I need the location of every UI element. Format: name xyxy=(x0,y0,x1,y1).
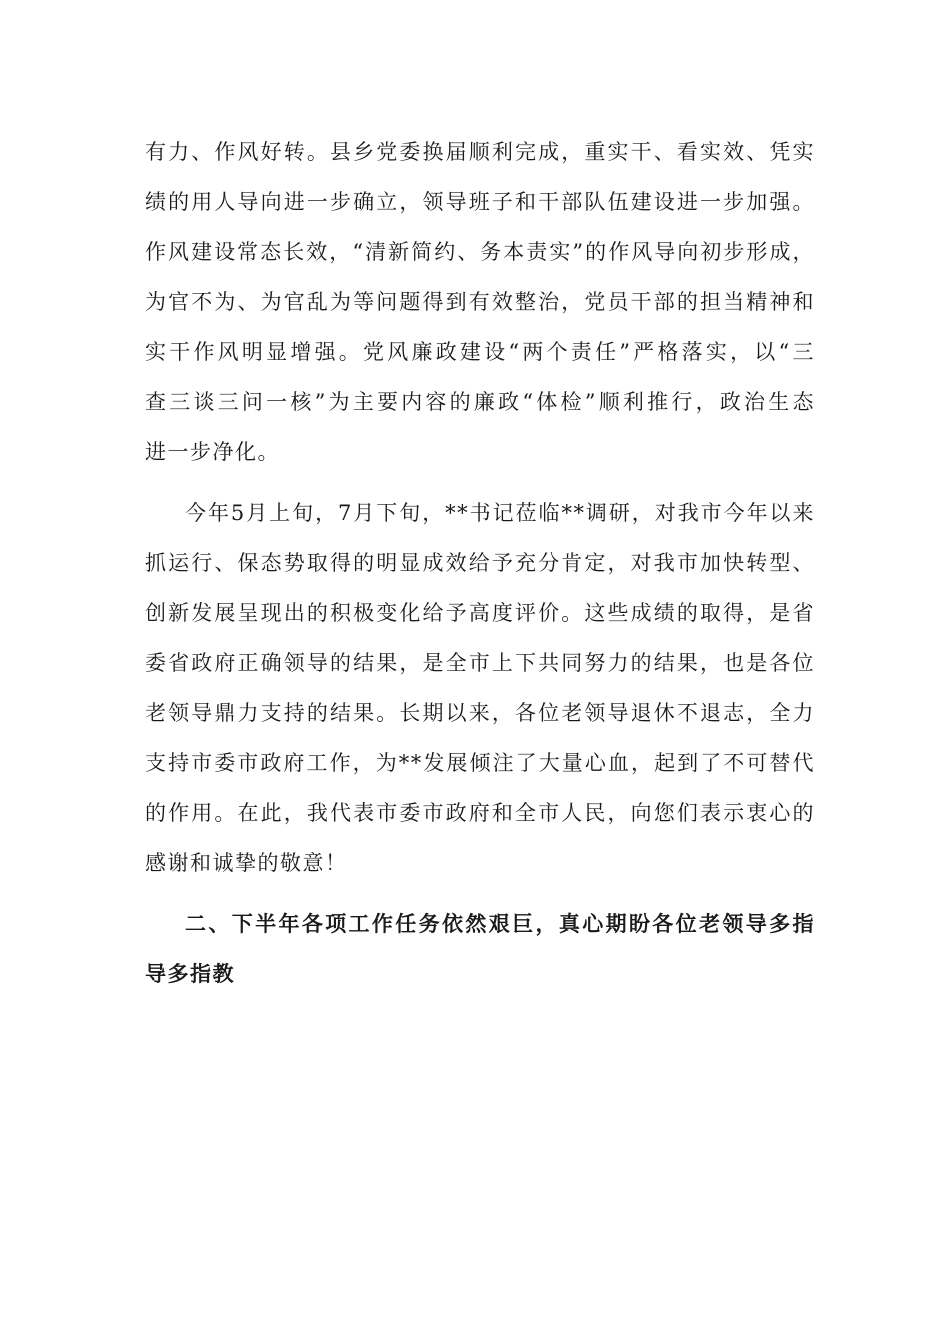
paragraph-line: 查三谈三问一核”为主要内容的廉政“体检”顺利推行，政治生态 xyxy=(145,390,815,414)
body-paragraph xyxy=(145,127,815,477)
heading-line: 导多指教 xyxy=(145,961,235,986)
paragraph-line: 的作用。在此，我代表市委市政府和全市人民，向您们表示衷心的 xyxy=(145,801,815,825)
paragraph-line: 今年5月上旬，7月下旬，**书记莅临**调研，对我市今年以来 xyxy=(185,501,815,525)
paragraph-line: 有力、作风好转。县乡党委换届顺利完成，重实干、看实效、凭实 xyxy=(145,140,815,164)
paragraph-line: 感谢和诚挚的敬意！ xyxy=(145,851,348,875)
body-paragraph xyxy=(145,488,815,888)
paragraph-line: 创新发展呈现出的积极变化给予高度评价。这些成绩的取得，是省 xyxy=(145,601,815,625)
paragraph-line: 绩的用人导向进一步确立，领导班子和干部队伍建设进一步加强。 xyxy=(145,190,815,214)
section-heading xyxy=(145,899,815,999)
paragraph-line: 委省政府正确领导的结果，是全市上下共同努力的结果，也是各位 xyxy=(145,651,815,675)
paragraph-line: 为官不为、为官乱为等问题得到有效整治，党员干部的担当精神和 xyxy=(145,290,815,314)
paragraph-line: 实干作风明显增强。党风廉政建设“两个责任”严格落实，以“三 xyxy=(145,340,815,364)
paragraph-line: 进一步净化。 xyxy=(145,440,280,464)
paragraph-line: 作风建设常态长效，“清新简约、务本责实”的作风导向初步形成， xyxy=(145,240,815,264)
paragraph-line: 支持市委市政府工作，为**发展倾注了大量心血，起到了不可替代 xyxy=(145,751,815,775)
heading-line: 二、下半年各项工作任务依然艰巨，真心期盼各位老领导多指 xyxy=(185,911,815,936)
paragraph-line: 老领导鼎力支持的结果。长期以来，各位老领导退休不退志，全力 xyxy=(145,701,815,725)
paragraph-line: 抓运行、保态势取得的明显成效给予充分肯定，对我市加快转型、 xyxy=(145,551,815,575)
